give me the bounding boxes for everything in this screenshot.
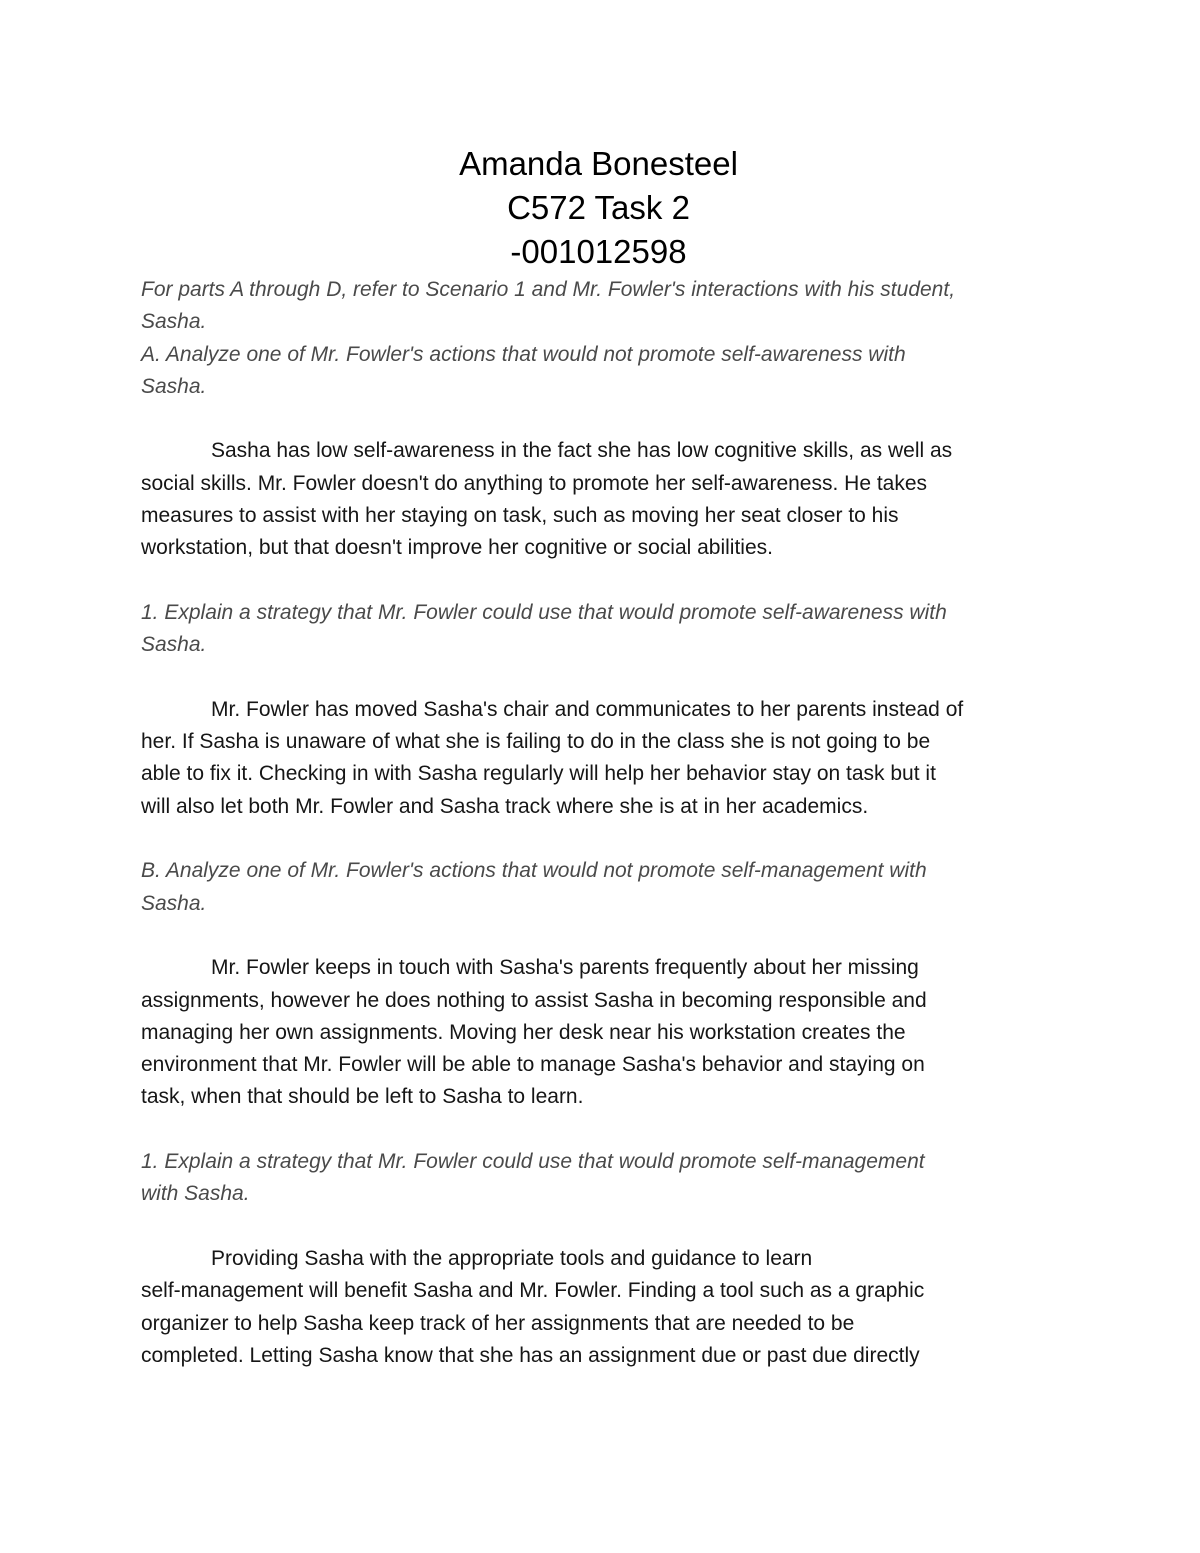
document-page [141,142,1066,1372]
answer-a [141,435,1066,564]
spacer [141,565,1066,597]
answer-line: will also let both Mr. Fowler and Sasha track where she is at in her academics. [141,794,869,818]
answer-a1 [141,694,1066,823]
answer-line: workstation, but that doesn't improve her cognitive or social abilities. [141,536,773,560]
prompt-line: 1. Explain a strategy that Mr. Fowler could use that would promote self-awareness with [141,600,947,624]
question-a1-prompt [141,597,1066,662]
question-a-prompt [141,339,1066,404]
question-b-prompt [141,855,1066,920]
prompt-line: B. Analyze one of Mr. Fowler's actions that would not promote self-management with [141,859,927,883]
prompt-line: with Sasha. [141,1182,250,1206]
answer-line: managing her own assignments. Moving her desk near his workstation creates the [141,1020,906,1044]
spacer [141,662,1066,694]
answer-line: social skills. Mr. Fowler doesn't do anything to promote her self-awareness. He takes [141,471,928,495]
answer-line: Mr. Fowler has moved Sasha's chair and communicates to her parents instead of [211,697,964,721]
prompt-line: Sasha. [141,891,207,915]
prompt-line: Sasha. [141,633,207,657]
answer-line: task, when that should be left to Sasha to learn. [141,1085,584,1109]
prompt-line: 1. Explain a strategy that Mr. Fowler could use that would promote self-management [141,1150,925,1174]
answer-line: environment that Mr. Fowler will be able to manage Sasha's behavior and staying on [141,1053,925,1077]
answer-line: her. If Sasha is unaware of what she is failing to do in the class she is not going to be [141,730,931,754]
answer-line: Sasha has low self-awareness in the fact she has low cognitive skills, as well as [211,439,953,463]
question-b1-prompt [141,1146,1066,1211]
author-name: Amanda Bonesteel [459,145,738,182]
title-block [131,142,1066,274]
answer-line: assignments, however he does nothing to assist Sasha in becoming responsible and [141,988,927,1012]
intro-instructions [141,274,1066,339]
answer-b1 [141,1243,1066,1372]
spacer [141,403,1066,435]
answer-line: completed. Letting Sasha know that she has an assignment due or past due directly [141,1343,920,1367]
student-id: -001012598 [510,233,687,270]
answer-line: Mr. Fowler keeps in touch with Sasha's parents frequently about her missing [211,956,919,980]
answer-b [141,952,1066,1113]
spacer [141,920,1066,952]
spacer [141,1114,1066,1146]
prompt-line: Sasha. [141,374,207,398]
intro-line: For parts A through D, refer to Scenario 1 and Mr. Fowler's interactions with his student, [141,278,956,301]
answer-line: able to fix it. Checking in with Sasha regularly will help her behavior stay on task but it [141,762,936,786]
prompt-line: A. Analyze one of Mr. Fowler's actions that would not promote self-awareness with [141,342,906,366]
answer-line: measures to assist with her staying on task, such as moving her seat closer to his [141,504,899,528]
spacer [141,1211,1066,1243]
course-title: C572 Task 2 [507,189,690,226]
answer-line: organizer to help Sasha keep track of her assignments that are needed to be [141,1311,855,1335]
intro-line: Sasha. [141,310,207,334]
answer-line: Providing Sasha with the appropriate tools and guidance to learn [211,1246,813,1270]
answer-line: self-management will benefit Sasha and Mr. Fowler. Finding a tool such as a graphic [141,1279,925,1303]
spacer [141,823,1066,855]
